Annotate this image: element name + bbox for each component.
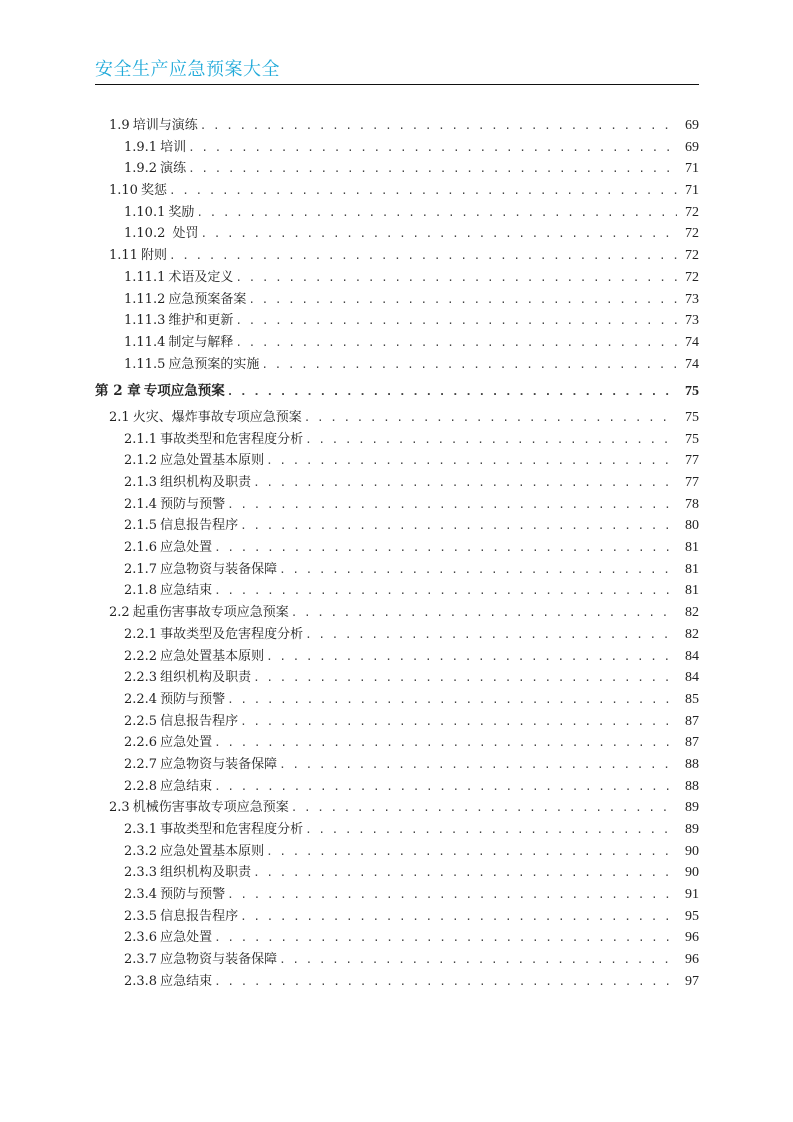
toc-entry-page: 82 — [685, 605, 699, 621]
toc-entry-title: 应急处置 — [160, 540, 213, 556]
toc-entry[interactable] — [95, 289, 699, 311]
toc-entry-number: 2.1.7 — [124, 561, 158, 577]
toc-entry-number: 1.9.2 — [124, 161, 158, 177]
toc-entry-page: 96 — [685, 952, 699, 968]
toc-entry-number: 2.1.1 — [124, 431, 158, 447]
toc-entry[interactable] — [95, 884, 699, 906]
toc-entry[interactable] — [95, 354, 699, 376]
dot-leader — [240, 906, 677, 928]
toc-entry-label — [109, 797, 291, 819]
dot-leader — [227, 381, 677, 403]
toc-entry-label — [124, 332, 235, 354]
toc-entry-label — [124, 971, 214, 993]
toc-entry-number: 2.3.7 — [124, 952, 158, 968]
toc-entry-title: 组织机构及职责 — [160, 670, 252, 686]
toc-entry-label — [124, 289, 248, 311]
toc-entry-page: 75 — [685, 409, 699, 425]
toc-entry-page: 87 — [685, 713, 699, 729]
toc-entry-number: 2.2 — [109, 605, 130, 621]
toc-entry-number: 2.3 — [109, 800, 130, 816]
toc-entry-title: 专项应急预案 — [143, 383, 225, 400]
toc-entry-page: 89 — [685, 800, 699, 816]
dot-leader — [304, 407, 677, 429]
dot-leader — [240, 515, 677, 537]
toc-entry-label — [124, 884, 227, 906]
toc-entry-page: 81 — [685, 540, 699, 556]
toc-entry[interactable] — [95, 115, 699, 137]
toc-entry-title: 预防与预警 — [160, 691, 226, 707]
toc-entry-page: 90 — [685, 865, 699, 881]
toc-entry-number: 1.11.2 — [124, 291, 166, 307]
toc-entry-number: 1.10.1 — [124, 204, 166, 220]
toc-entry-number: 2.3.2 — [124, 843, 158, 859]
toc-entry[interactable] — [95, 223, 699, 245]
toc-entry[interactable] — [95, 797, 699, 819]
toc-entry-number: 1.10.2 — [124, 226, 166, 242]
toc-entry-page: 72 — [685, 269, 699, 285]
dot-leader — [248, 289, 677, 311]
dot-leader — [305, 429, 677, 451]
toc-entry-title: 应急物资与装备保障 — [160, 952, 278, 968]
toc-entry-label — [124, 450, 266, 472]
toc-entry-title: 事故类型和危害程度分析 — [160, 822, 304, 837]
toc-entry[interactable] — [95, 711, 699, 733]
toc-entry-label — [124, 949, 279, 971]
toc-entry-title: 信息报告程序 — [160, 908, 239, 924]
toc-entry-page: 82 — [685, 626, 699, 642]
toc-entry-title: 组织机构及职责 — [160, 475, 252, 490]
dot-leader — [227, 884, 677, 906]
toc-entry-label — [109, 602, 291, 624]
toc-entry-label — [124, 267, 235, 289]
dot-leader — [305, 819, 677, 841]
toc-entry[interactable] — [95, 949, 699, 971]
dot-leader — [214, 776, 677, 798]
toc-entry-page: 84 — [685, 648, 699, 664]
toc-entry-title: 应急结束 — [160, 973, 213, 989]
toc-entry[interactable] — [95, 667, 699, 689]
toc-entry[interactable] — [95, 862, 699, 884]
toc-entry[interactable] — [95, 537, 699, 559]
toc-entry-label — [124, 537, 214, 559]
toc-entry-title: 培训与演练 — [132, 118, 198, 133]
toc-entry-page: 96 — [685, 930, 699, 946]
toc-entry-label — [124, 158, 188, 180]
toc-entry-number: 2.2.1 — [124, 626, 158, 642]
toc-entry-title: 处罚 — [168, 226, 199, 242]
toc-entry-page: 81 — [685, 583, 699, 599]
dot-leader — [235, 332, 677, 354]
toc-entry-number: 1.11.5 — [124, 356, 166, 372]
toc-entry-page: 84 — [685, 670, 699, 686]
toc-entry[interactable] — [95, 310, 699, 332]
toc-entry[interactable] — [95, 841, 699, 863]
toc-entry[interactable] — [95, 429, 699, 451]
toc-entry-number: 2.3.5 — [124, 908, 158, 924]
dot-leader — [235, 310, 677, 332]
toc-entry-number: 1.11 — [109, 248, 138, 264]
dot-leader — [253, 472, 677, 494]
dot-leader — [227, 494, 677, 516]
toc-entry-title: 应急物资与装备保障 — [160, 561, 278, 577]
toc-entry-title: 奖励 — [168, 204, 195, 220]
toc-entry[interactable] — [95, 602, 699, 624]
toc-entry-title: 应急预案备案 — [168, 291, 247, 307]
toc-entry-number: 1.9 — [109, 118, 130, 133]
toc-entry-title: 机械伤害事故专项应急预案 — [132, 800, 289, 816]
toc-chapter-entry[interactable] — [95, 381, 699, 403]
toc-entry-page: 73 — [685, 313, 699, 329]
toc-entry-number: 2.2.6 — [124, 735, 158, 751]
toc-entry[interactable] — [95, 754, 699, 776]
toc-entry-number: 1.9.1 — [124, 139, 158, 155]
dot-leader — [214, 732, 677, 754]
toc-entry-number: 2.2.5 — [124, 713, 158, 729]
dot-leader — [266, 646, 677, 668]
toc-entry[interactable] — [95, 646, 699, 668]
toc-entry-number: 2.3.8 — [124, 973, 158, 989]
toc-entry-number: 2.3.3 — [124, 865, 158, 881]
toc-entry-label — [124, 354, 261, 376]
toc-entry-label — [124, 223, 201, 245]
dot-leader — [291, 602, 677, 624]
toc-entry[interactable] — [95, 158, 699, 180]
toc-entry-title: 术语及定义 — [168, 269, 234, 285]
toc-entry-page: 69 — [685, 118, 699, 133]
toc-entry[interactable] — [95, 624, 699, 646]
toc-entry-page: 88 — [685, 778, 699, 794]
toc-entry-title: 事故类型及危害程度分析 — [160, 626, 304, 642]
toc-entry-page: 85 — [685, 691, 699, 707]
toc-entry-title: 信息报告程序 — [160, 518, 239, 534]
toc-entry[interactable] — [95, 819, 699, 841]
toc-entry-page: 71 — [685, 183, 699, 199]
toc-entry-label — [124, 202, 196, 224]
toc-entry-page: 95 — [685, 908, 699, 924]
toc-entry-label — [124, 862, 253, 884]
toc-entry-number: 2.2.3 — [124, 670, 158, 686]
toc-entry-label — [124, 580, 214, 602]
toc-entry-label — [124, 819, 305, 841]
toc-entry-number: 2.3.6 — [124, 930, 158, 946]
toc-entry[interactable] — [95, 180, 699, 202]
dot-leader — [227, 689, 677, 711]
toc-entry-title: 演练 — [160, 161, 187, 177]
toc-entry-label — [124, 624, 305, 646]
toc-entry-number: 2.1.5 — [124, 518, 158, 534]
header-rule — [95, 84, 699, 85]
dot-leader — [214, 537, 677, 559]
toc-entry-page: 87 — [685, 735, 699, 751]
toc-entry-label — [124, 137, 188, 159]
toc-entry[interactable] — [95, 515, 699, 537]
toc-entry-page: 80 — [685, 518, 699, 534]
toc-entry-page: 69 — [685, 139, 699, 155]
toc-entry[interactable] — [95, 450, 699, 472]
table-of-contents — [95, 115, 699, 993]
toc-entry-number: 2.3.4 — [124, 887, 158, 903]
toc-entry[interactable] — [95, 137, 699, 159]
toc-entry-title: 信息报告程序 — [160, 713, 239, 729]
toc-entry-label — [124, 711, 240, 733]
toc-entry-number: 2.2.8 — [124, 778, 158, 794]
toc-entry-title: 应急物资与装备保障 — [160, 756, 278, 772]
toc-entry-label — [124, 841, 266, 863]
dot-leader — [214, 580, 677, 602]
toc-entry[interactable] — [95, 267, 699, 289]
toc-entry-title: 培训 — [160, 139, 187, 155]
toc-entry-number: 第 2 章 — [95, 383, 141, 400]
toc-entry-number: 1.11.3 — [124, 313, 166, 329]
dot-leader — [279, 559, 677, 581]
toc-entry-page: 72 — [685, 226, 699, 242]
dot-leader — [253, 667, 677, 689]
toc-entry-label — [124, 732, 214, 754]
toc-entry-number: 2.1.3 — [124, 475, 158, 490]
toc-entry[interactable] — [95, 776, 699, 798]
toc-entry[interactable] — [95, 927, 699, 949]
toc-entry-label — [124, 776, 214, 798]
dot-leader — [279, 754, 677, 776]
dot-leader — [266, 841, 677, 863]
toc-entry-page: 97 — [685, 973, 699, 989]
toc-entry-page: 77 — [685, 475, 699, 490]
toc-entry-page: 74 — [685, 334, 699, 350]
toc-entry-page: 78 — [685, 496, 699, 512]
toc-entry-title: 应急处置基本原则 — [160, 648, 265, 664]
dot-leader — [188, 137, 677, 159]
dot-leader — [240, 711, 677, 733]
toc-entry-page: 74 — [685, 356, 699, 372]
toc-entry-number: 2.1.6 — [124, 540, 158, 556]
dot-leader — [261, 354, 677, 376]
toc-entry-title: 应急处置 — [160, 930, 213, 946]
toc-entry-number: 2.2.4 — [124, 691, 158, 707]
toc-entry[interactable] — [95, 559, 699, 581]
toc-entry-label — [124, 689, 227, 711]
toc-entry-title: 预防与预警 — [160, 496, 226, 512]
toc-entry-title: 预防与预警 — [160, 887, 226, 903]
toc-entry-title: 制定与解释 — [168, 334, 234, 350]
toc-entry-page: 75 — [685, 384, 699, 400]
toc-entry-label — [124, 559, 279, 581]
dot-leader — [253, 862, 677, 884]
toc-entry-number: 1.11.1 — [124, 269, 166, 285]
toc-entry-number: 2.1.4 — [124, 496, 158, 512]
toc-entry-page: 73 — [685, 291, 699, 307]
toc-entry-page: 75 — [685, 431, 699, 447]
toc-entry-label — [109, 407, 304, 429]
toc-entry-label — [124, 472, 253, 494]
dot-leader — [201, 223, 678, 245]
toc-entry-label — [124, 667, 253, 689]
toc-entry-number: 2.1 — [109, 409, 130, 425]
toc-entry[interactable] — [95, 689, 699, 711]
toc-entry-title: 应急处置基本原则 — [160, 453, 265, 469]
toc-entry-number: 2.1.8 — [124, 583, 158, 599]
toc-entry-label — [124, 494, 227, 516]
toc-entry[interactable] — [95, 407, 699, 429]
toc-entry-title: 维护和更新 — [168, 313, 234, 329]
toc-entry[interactable] — [95, 332, 699, 354]
toc-entry-label — [95, 381, 227, 403]
dot-leader — [214, 971, 677, 993]
toc-entry-label — [109, 180, 169, 202]
toc-entry-number: 1.10 — [109, 183, 138, 199]
toc-entry-page: 90 — [685, 843, 699, 859]
toc-entry-label — [124, 906, 240, 928]
dot-leader — [214, 927, 677, 949]
toc-entry[interactable] — [95, 245, 699, 267]
toc-entry[interactable] — [95, 472, 699, 494]
toc-entry-label — [124, 754, 279, 776]
toc-entry-number: 2.1.2 — [124, 453, 158, 469]
toc-entry-label — [109, 245, 169, 267]
toc-entry[interactable] — [95, 494, 699, 516]
dot-leader — [188, 158, 677, 180]
toc-entry-title: 应急结束 — [160, 583, 213, 599]
toc-entry-label — [124, 515, 240, 537]
toc-entry-number: 2.3.1 — [124, 822, 158, 837]
dot-leader — [266, 450, 677, 472]
toc-entry-title: 组织机构及职责 — [160, 865, 252, 881]
toc-entry[interactable] — [95, 202, 699, 224]
dot-leader — [169, 180, 677, 202]
toc-entry-number: 2.2.2 — [124, 648, 158, 664]
toc-entry-number: 1.11.4 — [124, 334, 166, 350]
running-header — [95, 58, 699, 82]
toc-entry-page: 81 — [685, 561, 699, 577]
toc-entry-page: 89 — [685, 822, 699, 837]
toc-entry-label — [124, 927, 214, 949]
dot-leader — [196, 202, 677, 224]
toc-entry[interactable] — [95, 971, 699, 993]
dot-leader — [200, 115, 677, 137]
toc-entry-title: 应急处置 — [160, 735, 213, 751]
toc-entry-title: 奖惩 — [140, 183, 167, 199]
dot-leader — [169, 245, 677, 267]
toc-entry-page: 91 — [685, 887, 699, 903]
toc-entry-number: 2.2.7 — [124, 756, 158, 772]
toc-entry[interactable] — [95, 906, 699, 928]
dot-leader — [291, 797, 677, 819]
toc-entry-title: 应急结束 — [160, 778, 213, 794]
toc-entry[interactable] — [95, 732, 699, 754]
document-title: 安全生产应急预案大全 — [95, 59, 280, 80]
toc-entry-page: 72 — [685, 248, 699, 264]
toc-entry-title: 附则 — [140, 248, 167, 264]
dot-leader — [305, 624, 677, 646]
toc-entry-label — [124, 429, 305, 451]
toc-entry-label — [109, 115, 200, 137]
dot-leader — [279, 949, 677, 971]
toc-entry-title: 应急预案的实施 — [168, 356, 260, 372]
toc-entry-page: 77 — [685, 453, 699, 469]
dot-leader — [235, 267, 677, 289]
toc-entry-title: 起重伤害事故专项应急预案 — [132, 605, 289, 621]
toc-entry-page: 71 — [685, 161, 699, 177]
toc-entry[interactable] — [95, 580, 699, 602]
toc-entry-label — [124, 310, 235, 332]
toc-entry-label — [124, 646, 266, 668]
toc-entry-title: 应急处置基本原则 — [160, 843, 265, 859]
toc-entry-page: 72 — [685, 204, 699, 220]
toc-entry-title: 事故类型和危害程度分析 — [160, 431, 304, 447]
toc-entry-title: 火灾、爆炸事故专项应急预案 — [132, 409, 302, 425]
toc-entry-page: 88 — [685, 756, 699, 772]
